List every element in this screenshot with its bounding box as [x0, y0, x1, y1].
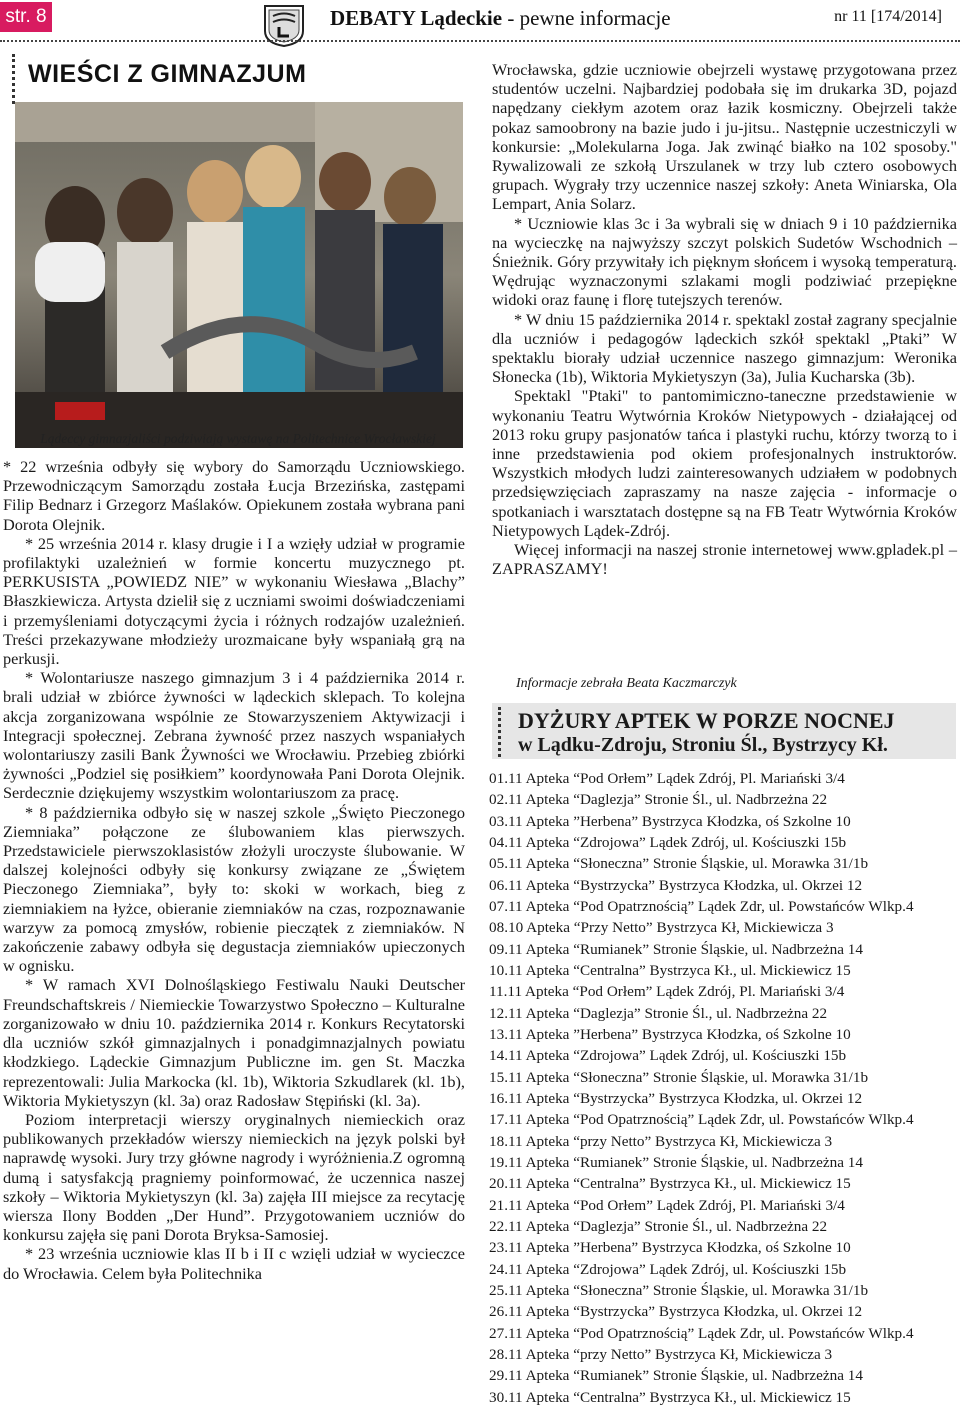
list-item: 02.11 Apteka “Daglezja” Stronie Śl., ul. Nadbrzeżna 22 [489, 791, 828, 809]
list-item: 11.11 Apteka “Pod Orłem” Lądek Zdrój, Pl. Mariański 3/4 [489, 983, 845, 1001]
list-item: 26.11 Apteka “Bystrzycka” Bystrzyca Kłodzka, ul. Okrzei 12 [489, 1303, 863, 1321]
paragraph: * W dniu 15 października 2014 r. spektakl został zagrany specjalnie dla uczniów i pedagogów lądeckich szkół spektakl „Ptaki” W spektaklu biorały udział uczennice naszego gimnazjum: Weronika Słonecka (1b), Wiktoria Mykietyszyn (3a), Julia Kucharska (3b). [492, 309, 957, 387]
pharmacy-duty-list [489, 768, 959, 1408]
issue-number: nr 11 [174/2014] [834, 8, 942, 25]
list-item: 08.10 Apteka “Przy Netto” Bystrzyca Kł, Mickiewicza 3 [489, 919, 834, 937]
list-item: 12.11 Apteka “Daglezja” Stronie Śl., ul. Nadbrzeżna 22 [489, 1004, 828, 1022]
paragraph: * Uczniowie klas 3c i 3a wybrali się w dniach 9 i 10 października na wycieczkę na najwyższy szczyt polskich Sudetów Wschodnich – Śnieżnik. Góry przywitały ich pięknym słońcem i wysoką temperaturą. Wędrując wyznaczonymi szlakami mogli podziwiać przepiękne widoki oraz faunę i florę tutejszych terenów. [492, 213, 957, 310]
list-item: 18.11 Apteka “przy Netto” Bystrzyca Kł, Mickiewicza 3 [489, 1132, 833, 1150]
list-item: 03.11 Apteka ”Herbena” Bystrzyca Kłodzka, oś Szkolne 10 [489, 812, 851, 830]
list-item: 17.11 Apteka “Pod Opatrznością” Lądek Zdr, ul. Powstańców Wlkp.4 [489, 1111, 914, 1129]
list-item: 20.11 Apteka “Centralna” Bystrzyca Kł., ul. Mickiewicz 15 [489, 1175, 851, 1193]
pharmacy-heading: DYŻURY APTEK W PORZE NOCNEJ [518, 708, 895, 733]
paragraph: * 22 września odbyły się wybory do Samorządu Uczniowskiego. Przewodniczącym Samorządu została Łucja Brzezińska, zastępami Filip Bednarz i Grzegorz Maślaków. Opiekunem została wybrana pani Dorota Olejnik. [3, 457, 465, 534]
list-item: 27.11 Apteka “Pod Opatrznością” Lądek Zdr, ul. Powstańców Wlkp.4 [489, 1324, 914, 1342]
list-item: 22.11 Apteka “Daglezja” Stronie Śl., ul. Nadbrzeżna 22 [489, 1217, 828, 1235]
list-item: 24.11 Apteka “Zdrojowa” Lądek Zdrój, ul. Kościuszki 15b [489, 1260, 847, 1278]
list-item: 13.11 Apteka ”Herbena” Bystrzyca Kłodzka, oś Szkolne 10 [489, 1025, 851, 1043]
paragraph: Spektakl "Ptaki" to pantomimiczno-taneczne przedstawienie w wykonaniu Teatru Wytwórnia Kroków Nietypowych - działającej od 2013 roku grupy pasjonatów tańca i plastyki ruchu, którzy tworzą to i inne przedstawienia pod okiem profesjonalnych instruktorów. Wszystkich młodych ludzi zainteresowanych udziałem w podobnych przedsięwzięciach zapraszamy na nasze zajęcia - informacje o spotkaniach i warsztatach dostępne są na FB Teatr Wytwórnia Kroków Nietypowych Lądek-Zdrój. [492, 386, 957, 540]
pharmacy-title-band [492, 703, 956, 759]
list-item: 10.11 Apteka “Centralna” Bystrzyca Kł., ul. Mickiewicz 15 [489, 961, 851, 979]
paragraph: * 25 września 2014 r. klasy drugie i I a wzięły udział w programie profilaktyki uzależnień w formie koncertu muzycznego pt. PERKUSISTA „POWIEDZ NIE” w wykonaniu Wiesława „Blachy” Błaszkiewicza. Artysta dzielił się z uczniami swoimi doświadczeniami i przemyśleniami dotyczącymi życia i różnych rodzajów uzależnień. Treści przekazywane młodzieży urozmaicane były wspaniałą grą na perkusji. [3, 533, 465, 669]
header-divider [0, 40, 960, 42]
exhibition-photo [15, 102, 463, 448]
list-item: 06.11 Apteka “Bystrzycka” Bystrzyca Kłodzka, ul. Okrzei 12 [489, 876, 863, 894]
photo-caption: Lądeccy gimnazjaliści podziwiają wystawę na Politechnice Wrocławskiej [40, 431, 436, 446]
paragraph: * 23 września uczniowie klas II b i II c wzięli udział w wycieczce do Wrocławia. Celem była Politechnika [3, 1244, 465, 1283]
left-article-column [3, 457, 465, 1283]
page-header [0, 0, 960, 48]
list-item: 21.11 Apteka “Pod Orłem” Lądek Zdrój, Pl. Mariański 3/4 [489, 1196, 845, 1214]
section-title: WIEŚCI Z GIMNAZJUM [28, 60, 307, 88]
paragraph: Więcej informacji na naszej stronie internetowej www.gpladek.pl – ZAPRASZAMY! [492, 540, 957, 579]
list-item: 09.11 Apteka “Rumianek” Stronie Śląskie, ul. Nadbrzeżna 14 [489, 940, 863, 958]
list-item: 30.11 Apteka “Centralna” Bystrzyca Kł., ul. Mickiewicz 15 [489, 1388, 851, 1406]
list-item: 25.11 Apteka “Słoneczna” Stronie Śląskie, ul. Morawka 31/1b [489, 1281, 869, 1299]
list-item: 15.11 Apteka “Słoneczna” Stronie Śląskie, ul. Morawka 31/1b [489, 1068, 869, 1086]
paragraph: Poziom interpretacji wierszy oryginalnych niemieckich oraz publikowanych przekładów wierszy niemieckich na język polski był naprawdę wysoki. Jury trzy główne nagrody i wyróżnienia.Z ogromną dumą i satysfakcją pragniemy poinformować, że uczennica naszej szkoły – Wiktoria Mykietyszyn (kl. 3a) zajęła III miejsce za recytację wiersza Ilony Bodden „Der Hund”. Przygotowaniem uczniów do konkursu zajęła się pani Dorota Bryksa-Samosiej. [3, 1109, 465, 1245]
list-item: 23.11 Apteka ”Herbena” Bystrzyca Kłodzka, oś Szkolne 10 [489, 1239, 851, 1257]
author-note: Informacje zebrała Beata Kaczmarczyk [516, 676, 737, 691]
paragraph: * 8 października odbyło się w naszej szkole „Święto Pieczonego Ziemniaka” połączone ze ślubowaniem klas pierwszych. Przedstawiciele pierwszoklasistów złożyli uroczyste ślubowanie. W dalszej kolejności odbyły się konkursy związane ze „Świętem Pieczonego Ziemniaka”, były to: skoki w workach, bieg z ziemniakiem na łyżce, obieranie ziemniaków na czas, rozpoznawanie warzyw za pomocą zmysłów, robienie pieczątek z ziemniaków. N zakończenie zabawy odbyła się degustacja ziemniaków upieczonych w ognisku. [3, 802, 465, 976]
list-item: 14.11 Apteka “Zdrojowa” Lądek Zdrój, ul. Kościuszki 15b [489, 1047, 847, 1065]
pharmacy-subheading: w Lądku-Zdroju, Stroniu Śl., Bystrzycy Kł. [518, 734, 888, 756]
list-item: 28.11 Apteka “przy Netto” Bystrzyca Kł, Mickiewicza 3 [489, 1345, 833, 1363]
masthead-title: DEBATY Lądeckie - pewne informacje [330, 6, 671, 30]
right-article-column [492, 60, 957, 578]
page-number-badge: str. 8 [0, 2, 52, 32]
paragraph: Wrocławska, gdzie uczniowie obejrzeli wystawę przygotowana przez studentów uczelni. Najbardziej podobała się im drukarka 3D, pojazd napędzany ciekłym azotem oraz łazik kosmiczny. Obejrzeli także pokaz samoobrony na bazie judo i ju-jitsu.. Następnie uczestniczyli w konkursie: „Molekularna Joga. Jak zwinąć białko na 102 sposoby." Rywalizowali ze szkołą Urszulanek w trzy lub cztero osobowych grupach. Wygrały trzy uczennice naszej szkoły: Aneta Winiarska, Ola Lempart, Ania Solarz. [492, 60, 957, 214]
list-item: 05.11 Apteka “Słoneczna” Stronie Śląskie, ul. Morawka 31/1b [489, 855, 869, 873]
list-item: 04.11 Apteka “Zdrojowa” Lądek Zdrój, ul. Kościuszki 15b [489, 833, 847, 851]
list-item: 29.11 Apteka “Rumianek” Stronie Śląskie, ul. Nadbrzeżna 14 [489, 1367, 863, 1385]
list-item: 01.11 Apteka “Pod Orłem” Lądek Zdrój, Pl. Mariański 3/4 [489, 770, 845, 787]
list-item: 07.11 Apteka “Pod Opatrznością” Lądek Zdr, ul. Powstańców Wlkp.4 [489, 897, 914, 915]
section-marker [498, 707, 501, 757]
paragraph: * W ramach XVI Dolnośląskiego Festiwalu Nauki Deutscher Freundschaftskreis / Niemieckie Towarzystwo Społeczno – Kulturalne zorganizowało w dniu 10. października 2014 r. Konkurs Recytatorski dla uczniów szkół gimnazjalnych i ponadgimnazjalnych powiatu kłodzkiego. Lądeckie Gimnazjum Publiczne im. gen St. Maczka reprezentowali: Julia Markocka (kl. 1b), Wiktoria Szkudlarek (kl. 1b), Wiktoria Mykietyszyn (kl. 3a) oraz Radosław Stępiński (kl. 3a). [3, 975, 465, 1110]
list-item: 19.11 Apteka “Rumianek” Stronie Śląskie, ul. Nadbrzeżna 14 [489, 1153, 863, 1171]
list-item: 16.11 Apteka “Bystrzycka” Bystrzyca Kłodzka, ul. Okrzei 12 [489, 1089, 863, 1107]
paragraph: * Wolontariusze naszego gimnazjum 3 i 4 października 2014 r. brali udział w zbiórce żywności w lądeckich sklepach. To kolejna akcja zorganizowana wspólnie ze Stowarzyszeniem Aktywizacji i Integracji społecznej. Zebrana żywność przez naszych wspaniałych wolontariuszy zasili Bank Żywności we Wrocławiu. Przebieg zbiórki żywności „Podziel się posiłkiem” koordynowała Pani Dorota Olejnik. Serdecznie dziękujemy wszystkim wolontariuszom za pracę. [3, 668, 465, 803]
section-marker [12, 54, 15, 104]
